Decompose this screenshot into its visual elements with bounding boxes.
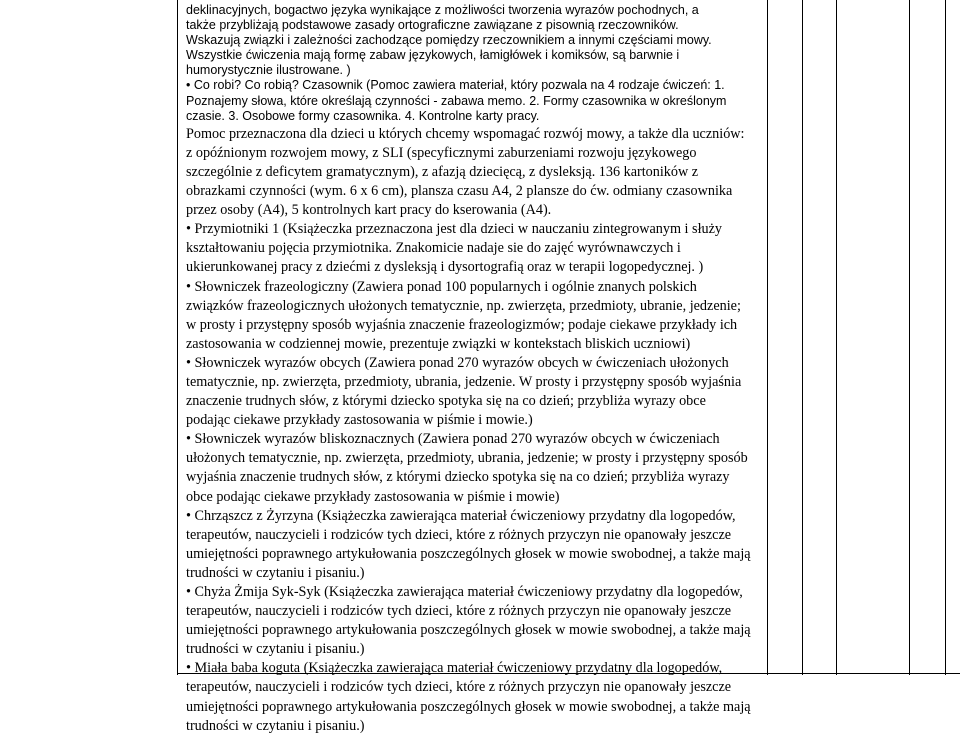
table-column-divider bbox=[802, 0, 803, 675]
text-line: Pomoc przeznaczona dla dzieci u których chcemy wspomagać rozwój mowy, a także dla uczniów: bbox=[186, 125, 745, 142]
table-column-divider bbox=[836, 0, 837, 675]
list-item: • Co robi? Co robią? Czasownik (Pomoc zawiera materiał, który pozwala na 4 rodzaje ćwiczeń: 1. bbox=[186, 78, 725, 93]
text-line: wyjaśnia znaczenie trudnych słów, z którymi dziecko spotyka się na co dzień; przybliża wyrazy bbox=[186, 469, 730, 486]
text-line: Poznajemy słowa, które określają czynności - zabawa memo. 2. Formy czasownika w określonym bbox=[186, 93, 727, 108]
list-item: • Chrząszcz z Żyrzyna (Książeczka zawierająca materiał ćwiczeniowy przydatny dla logopedów, bbox=[186, 507, 736, 524]
text-line: podając ciekawe przykłady zastosowania w piśmie i mowie.) bbox=[186, 412, 533, 429]
text-line: ułożonych tematycznie, np. zwierzęta, przedmioty, ubrania, jedzenie; w prosty i przystępny sposób bbox=[186, 450, 748, 467]
text-line: deklinacyjnych, bogactwo języka wynikające z możliwości tworzenia wyrazów pochodnych, a bbox=[186, 3, 699, 17]
text-line: terapeutów, nauczycieli i rodziców tych dzieci, które z różnych przyczyn nie opanowały jeszcze bbox=[186, 679, 732, 696]
text-line: umiejętności poprawnego artykułowania poszczególnych głosek w mowie swobodnej, a także mają bbox=[186, 545, 751, 562]
text-line: przez osoby (A4), 5 kontrolnych kart pracy do kserowania (A4). bbox=[186, 202, 552, 219]
list-item: • Słowniczek wyrazów bliskoznacznych (Zawiera ponad 270 wyrazów obcych w ćwiczeniach bbox=[186, 431, 720, 448]
list-item: • Słowniczek wyrazów obcych (Zawiera ponad 270 wyrazów obcych w ćwiczeniach ułożonych bbox=[186, 354, 729, 371]
text-line: trudności w czytaniu i pisaniu.) bbox=[186, 717, 365, 734]
table-column-divider bbox=[945, 0, 946, 675]
text-line: z opóźnionym rozwojem mowy, z SLI (specyficznymi zaburzeniami rozwoju językowego bbox=[186, 144, 697, 161]
text-line: także przybliżają podstawowe zasady ortograficzne zawiązane z pisownią rzeczowników. bbox=[186, 18, 679, 33]
text-line: Wszystkie ćwiczenia mają formę zabaw językowych, łamigłówek i komiksów, są barwnie i bbox=[186, 48, 680, 63]
table-column-divider bbox=[767, 0, 768, 675]
text-line: trudności w czytaniu i pisaniu.) bbox=[186, 641, 365, 658]
list-item: • Miała baba koguta (Książeczka zawierająca materiał ćwiczeniowy przydatny dla logopedów, bbox=[186, 660, 723, 677]
text-line: trudności w czytaniu i pisaniu.) bbox=[186, 564, 365, 581]
text-line: zastosowania w codziennej mowie, prezentuje związki w kontekstach bliskich uczniowi) bbox=[186, 335, 691, 352]
text-line: szczególnie z deficytem gramatycznym), z afazją dziecięcą, z dysleksją. 136 kartoników z bbox=[186, 163, 699, 180]
text-line: umiejętności poprawnego artykułowania poszczególnych głosek w mowie swobodnej, a także mają bbox=[186, 698, 751, 715]
table-column-divider bbox=[909, 0, 910, 675]
text-line: związków frazeologicznych ułożonych tematycznie, np. zwierzęta, przedmioty, ubranie, jedzenie; bbox=[186, 297, 741, 314]
text-line: kształtowaniu pojęcia przymiotnika. Znakomicie nadaje sie do zajęć wyrównawczych i bbox=[186, 240, 681, 257]
text-line: Wskazują związki i zależności zachodzące pomiędzy rzeczownikiem a innymi częściami mowy. bbox=[186, 33, 712, 48]
text-line: czasie. 3. Osobowe formy czasownika. 4. Kontrolne karty pracy. bbox=[186, 108, 540, 123]
body-paragraphs bbox=[186, 125, 766, 736]
list-item: • Chyża Żmija Syk-Syk (Książeczka zawierająca materiał ćwiczeniowy przydatny dla logopedów, bbox=[186, 584, 743, 600]
text-line: znaczenie trudnych słów, z którymi dziecko spotyka się na co dzień; przybliża wyrazy obce bbox=[186, 393, 706, 410]
text-line: humorystycznie ilustrowane. ) bbox=[186, 63, 351, 78]
text-line: umiejętności poprawnego artykułowania poszczególnych głosek w mowie swobodnej, a także mają bbox=[186, 622, 751, 639]
list-item: • Przymiotniki 1 (Książeczka przeznaczona jest dla dzieci w nauczaniu zintegrowanym i służy bbox=[186, 221, 722, 238]
text-line: ukierunkowanej pracy z dziećmi z dysleksją i dysortografią oraz w terapii logopedycznej. ) bbox=[186, 259, 704, 276]
list-item: • Słowniczek frazeologiczny (Zawiera ponad 100 popularnych i ogólnie znanych polskich bbox=[186, 278, 697, 295]
text-line: w prosty i przystępny sposób wyjaśnia znaczenie frazeologizmów; podaje ciekawe przykłady ich bbox=[186, 316, 738, 333]
document-text bbox=[186, 3, 766, 736]
text-line: terapeutów, nauczycieli i rodziców tych dzieci, które z różnych przyczyn nie opanowały jeszcze bbox=[186, 603, 732, 620]
intro-paragraph bbox=[186, 3, 766, 124]
text-line: obce podając ciekawe przykłady zastosowania w piśmie i mowie) bbox=[186, 488, 560, 505]
table-border-left bbox=[177, 0, 178, 675]
text-line: terapeutów, nauczycieli i rodziców tych dzieci, które z różnych przyczyn nie opanowały jeszcze bbox=[186, 526, 732, 543]
text-line: obrazkami czynności (wym. 6 x 6 cm), plansza czasu A4, 2 plansze do ćw. odmiany czasownika bbox=[186, 183, 733, 200]
text-line: tematycznie, np. zwierzęta, przedmioty, ubrania, jedzenie. W prosty i przystępny sposób wyjaśnia bbox=[186, 373, 742, 390]
